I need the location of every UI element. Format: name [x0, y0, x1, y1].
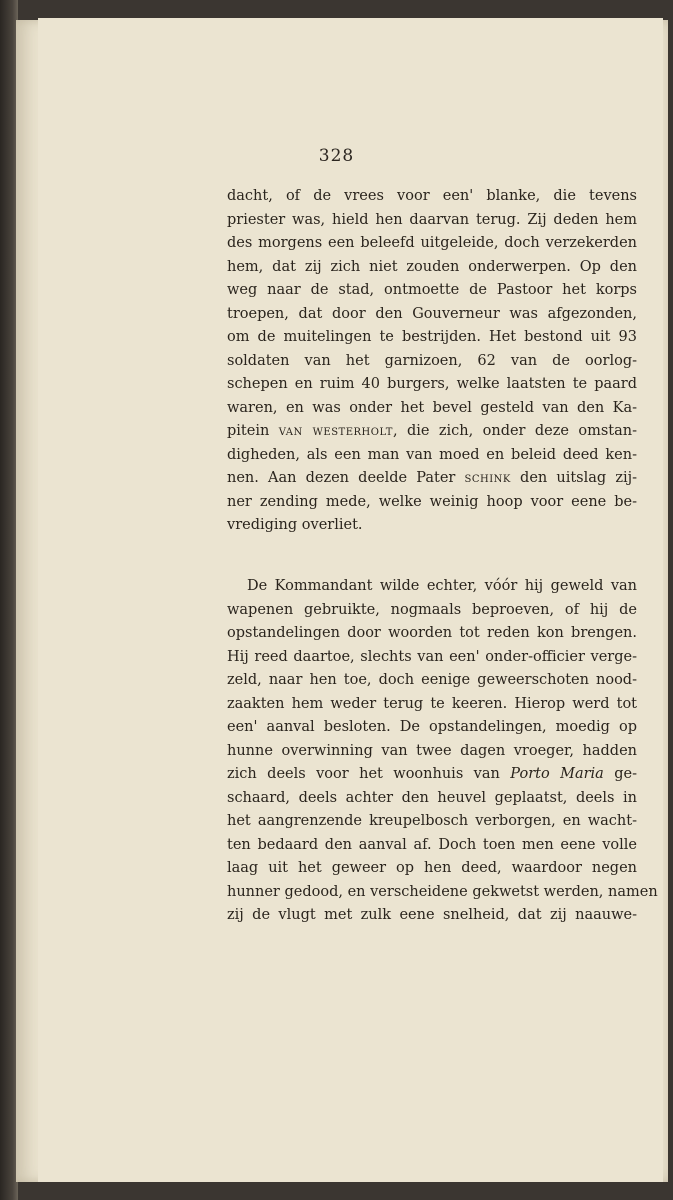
text-line: zeld, naar hen toe, doch eenige geweerschoten nood-	[227, 672, 637, 688]
text-line: weg naar de stad, ontmoette de Pastoor het korps	[227, 282, 637, 298]
text-line: het aangrenzende kreupelbosch verborgen, en wacht-	[227, 813, 637, 829]
text-line	[227, 420, 637, 444]
text-line: zij de vlugt met zulk eene snelheid, dat zij naauwe-	[227, 907, 637, 923]
text-line: waren, en was onder het bevel gesteld van den Ka-	[227, 399, 637, 416]
text-line: hunne overwinning van twee dagen vroeger, hadden	[227, 742, 637, 759]
text-line: priester was, hield hen daarvan terug. Zij deden hem	[227, 211, 637, 228]
text-line: opstandelingen door woorden tot reden kon brengen.	[227, 625, 637, 641]
paragraph-2	[227, 575, 658, 928]
person-name: van westerholt	[278, 423, 393, 439]
text-line: een' aanval besloten. De opstandelingen, moedig op	[227, 719, 637, 735]
text-fragment: , die zich, onder deze omstan-	[392, 423, 637, 439]
text-line: schaard, deels achter den heuvel geplaatst, deels in	[227, 789, 637, 806]
text-line: zaakten hem weder terug te keeren. Hierop werd tot	[227, 695, 637, 712]
text-line: Hij reed daartoe, slechts van een' onder-officier verge-	[227, 648, 637, 665]
text-line: om de muitelingen te bestrijden. Het bestond uit 93	[227, 329, 637, 345]
text-line: wapenen gebruikte, nogmaals beproeven, of hij de	[227, 601, 637, 618]
text-fragment: zich deels voor het woonhuis van	[227, 766, 511, 782]
text-line: De Kommandant wilde echter, vóór hij geweld van	[247, 578, 637, 594]
text-line: soldaten van het garnizoen, 62 van de oorlog-	[227, 352, 637, 369]
text-line: ner zending mede, welke weinig hoop voor eene be-	[227, 493, 637, 510]
text-line: hunner gedood, en verscheidene gekwetst werden, namen	[227, 883, 658, 900]
text-line: des morgens een beleefd uitgeleide, doch verzekerden	[227, 235, 637, 251]
text-fragment: pitein	[227, 423, 279, 439]
text-line: hem, dat zij zich niet zouden onderwerpen. Op den	[227, 258, 637, 275]
text-line: dacht, of de vrees voor een' blanke, die tevens	[227, 188, 637, 204]
text-line: laag uit het geweer op hen deed, waardoor negen	[227, 860, 637, 876]
text-line: troepen, dat door den Gouverneur was afgezonden,	[227, 305, 637, 322]
person-name: schink	[464, 470, 511, 486]
text-fragment: den uitslag zij-	[510, 470, 637, 486]
page-number: 328	[318, 146, 355, 166]
paragraph-1	[227, 185, 637, 538]
text-line	[227, 467, 637, 491]
text-line: schepen en ruim 40 burgers, welke laatsten te paard	[227, 376, 637, 392]
place-name: Porto Maria	[510, 766, 604, 782]
text-fragment: ge-	[603, 766, 638, 782]
text-line	[227, 763, 637, 787]
text-line: digheden, als een man van moed en beleid deed ken-	[227, 446, 637, 463]
text-fragment: nen. Aan dezen deelde Pater	[227, 470, 465, 486]
text-line: ten bedaard den aanval af. Doch toen men eene volle	[227, 836, 637, 853]
text-line: vrediging overliet.	[227, 517, 363, 533]
